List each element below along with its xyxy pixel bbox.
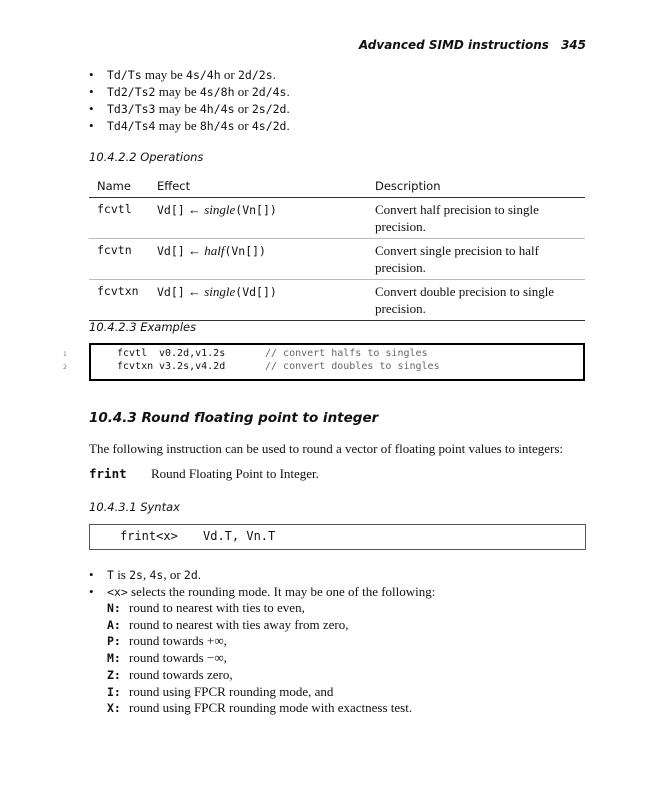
- list-item: • Td/Ts may be 4s/4h or 2d/2s.: [89, 66, 290, 83]
- column-header-description: Description: [367, 176, 585, 198]
- rounding-mode-item: A: round to nearest with ties away from zero,: [107, 617, 349, 632]
- page-number: 345: [560, 38, 586, 52]
- instruction-description: Round Floating Point to Integer.: [151, 466, 319, 481]
- instruction-mnemonic: frint: [89, 466, 127, 481]
- op-effect: Vd[] ← half(Vn[]): [149, 239, 367, 280]
- syntax-box: [89, 524, 586, 550]
- syntax-bullet-list: [89, 566, 435, 600]
- table-row: [89, 239, 585, 280]
- rounding-mode-item: I: round using FPCR rounding mode, and: [107, 684, 334, 699]
- rounding-mode-item: X: round using FPCR rounding mode with exactness test.: [107, 700, 413, 715]
- column-header-effect: Effect: [149, 176, 367, 198]
- type-bullet-list: [89, 66, 290, 134]
- operations-table: [89, 176, 585, 321]
- op-effect: Vd[] ← single(Vd[]): [149, 280, 367, 321]
- op-description: Convert double precision to single precision.: [367, 280, 585, 321]
- list-item: • T is 2s, 4s, or 2d.: [89, 566, 435, 583]
- op-name: fcvtn: [89, 239, 149, 280]
- line-number: 2: [63, 364, 67, 371]
- intro-paragraph: The following instruction can be used to round a vector of floating point values to integers:: [89, 441, 564, 456]
- rounding-mode-item: N: round to nearest with ties to even,: [107, 600, 305, 615]
- section-title: 10.4.3 Round floating point to integer: [89, 410, 379, 426]
- list-item: • Td2/Ts2 may be 4s/8h or 2d/4s.: [89, 83, 290, 100]
- operations-heading: 10.4.2.2 Operations: [89, 150, 204, 164]
- line-number: 1: [63, 351, 67, 358]
- table-row: [89, 280, 585, 321]
- list-item: • <x> selects the rounding mode. It may be one of the following:: [89, 583, 435, 600]
- syntax-heading: 10.4.3.1 Syntax: [89, 500, 180, 514]
- syntax-args: Vd.T, Vn.T: [203, 529, 276, 543]
- column-header-name: Name: [89, 176, 149, 198]
- header-title: Advanced SIMD instructions: [358, 38, 549, 52]
- op-description: Convert half precision to single precision.: [367, 198, 585, 239]
- list-item: • Td3/Ts3 may be 4h/4s or 2s/2d.: [89, 100, 290, 117]
- list-item: • Td4/Ts4 may be 8h/4s or 4s/2d.: [89, 117, 290, 134]
- syntax-op: frint<x>: [120, 529, 178, 543]
- rounding-mode-item: M: round towards −∞,: [107, 650, 227, 665]
- op-name: fcvtxn: [89, 280, 149, 321]
- op-effect: Vd[] ← single(Vn[]): [149, 198, 367, 239]
- code-comment: // convert halfs to singles: [265, 348, 428, 359]
- table-header-row: [89, 176, 585, 198]
- running-header: [359, 38, 586, 52]
- rounding-mode-item: P: round towards +∞,: [107, 633, 227, 648]
- op-description: Convert single precision to half precision.: [367, 239, 585, 280]
- code-line: fcvtxn v3.2s,v4.2d: [117, 361, 226, 372]
- table-row: [89, 198, 585, 239]
- rounding-mode-item: Z: round towards zero,: [107, 667, 233, 682]
- examples-heading: 10.4.2.3 Examples: [89, 320, 197, 334]
- code-line: fcvtl v0.2d,v1.2s: [117, 348, 226, 359]
- op-name: fcvtl: [89, 198, 149, 239]
- code-comment: // convert doubles to singles: [265, 361, 440, 372]
